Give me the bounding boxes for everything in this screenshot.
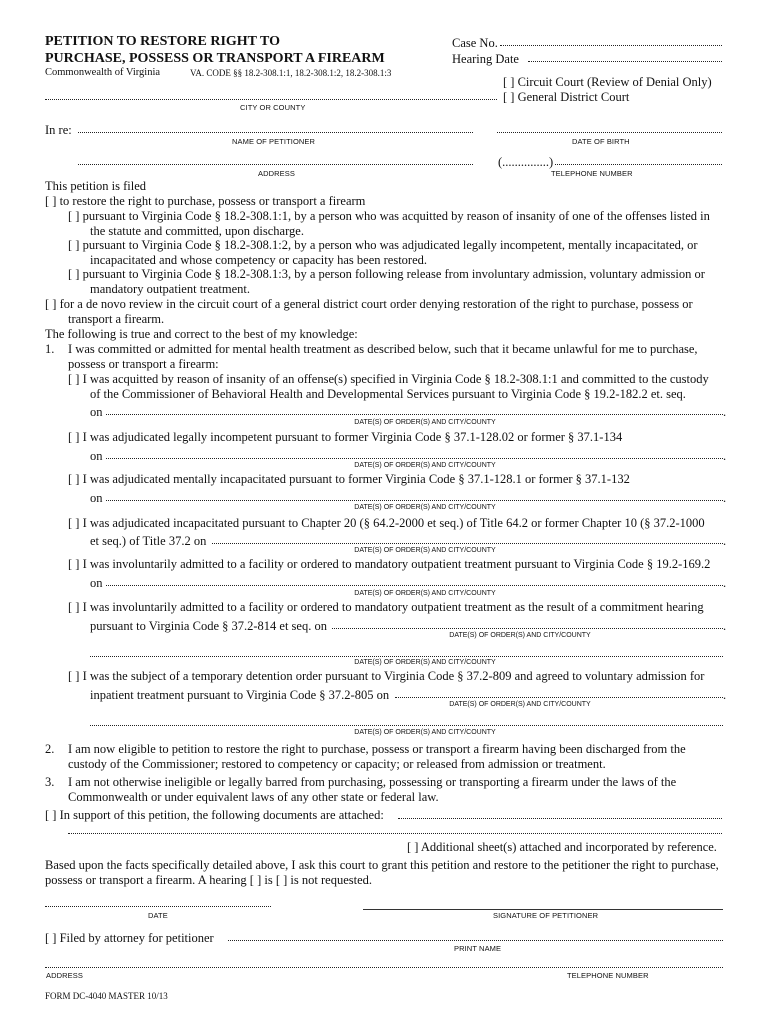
de-novo-review-text: transport a firearm. <box>68 312 165 326</box>
period: . <box>723 405 727 419</box>
petitioner-address-field[interactable] <box>78 164 473 165</box>
supporting-documents-field[interactable] <box>398 818 722 819</box>
phone-area-code[interactable]: (...............) <box>498 155 554 169</box>
case-no-label: Case No. <box>452 36 498 50</box>
acquitted-insanity-checkbox[interactable]: [ ] I was acquitted by reason of insanity of an offense(s) specified in Virginia Code § 18.2-308.1:1 and committed to the custody <box>68 372 709 386</box>
on-label: on <box>90 491 103 505</box>
address-caption: ADDRESS <box>46 971 83 980</box>
detention-date-field-2[interactable] <box>90 725 723 726</box>
case-no-field[interactable] <box>500 45 722 46</box>
on-label: on <box>90 576 103 590</box>
form-title-line1: PETITION TO RESTORE RIGHT TO <box>45 34 280 49</box>
adjudicated-date-field[interactable] <box>212 543 723 544</box>
general-district-court-checkbox[interactable]: [ ] General District Court <box>503 90 630 104</box>
name-of-petitioner-caption: NAME OF PETITIONER <box>232 137 316 146</box>
date-of-birth-caption: DATE OF BIRTH <box>572 137 630 146</box>
acquitted-date-field[interactable] <box>106 414 723 415</box>
in-re-label: In re: <box>45 123 72 137</box>
attorney-address-field[interactable] <box>45 967 723 968</box>
temporary-detention-text: inpatient treatment pursuant to Virginia Code § 37.2-805 on <box>90 688 390 702</box>
code-308-1-2-text: incapacitated and whose competency or capacity has been restored. <box>90 253 427 267</box>
detention-date-field[interactable] <box>395 697 723 698</box>
item-2-text: I am now eligible to petition to restore the right to purchase, possess or transport a firearm having been discharged from the <box>68 742 686 756</box>
signature-caption: SIGNATURE OF PETITIONER <box>493 911 599 920</box>
item-3-text: I am not otherwise ineligible or legally barred from purchasing, possessing or transporting a firearm under the laws of the <box>68 775 677 789</box>
item-1-text: I was committed or admitted for mental health treatment as described below, such that it became unlawful for me to purchase, <box>68 342 698 356</box>
telephone-caption: TELEPHONE NUMBER <box>551 169 633 178</box>
date-of-orders-caption: DATE(S) OF ORDER(S) AND CITY/COUNTY <box>354 504 496 511</box>
item-1-number: 1. <box>45 342 55 356</box>
date-of-orders-caption: DATE(S) OF ORDER(S) AND CITY/COUNTY <box>354 590 496 597</box>
de-novo-review-checkbox[interactable]: [ ] for a de novo review in the circuit court of a general district court order denying restoration of the right to purchase, possess or <box>45 297 693 311</box>
date-signature-field[interactable] <box>45 906 271 907</box>
city-or-county-caption: CITY OR COUNTY <box>240 103 306 112</box>
commitment-hearing-text: pursuant to Virginia Code § 37.2-814 et seq. on <box>90 619 327 633</box>
period: . <box>723 576 727 590</box>
date-of-orders-caption: DATE(S) OF ORDER(S) AND CITY/COUNTY <box>449 701 591 708</box>
legally-incompetent-checkbox[interactable]: [ ] I was adjudicated legally incompetent pursuant to former Virginia Code § 37.1-128.02 or former § 37.1-134 <box>68 430 623 444</box>
print-name-caption: PRINT NAME <box>454 944 502 953</box>
hearing-request-text[interactable]: possess or transport a firearm. A hearing [ ] is [ ] is not requested. <box>45 873 373 887</box>
date-of-orders-caption: DATE(S) OF ORDER(S) AND CITY/COUNTY <box>354 547 496 554</box>
hearing-date-label: Hearing Date <box>452 52 519 66</box>
attorney-checkbox[interactable]: [ ] Filed by attorney for petitioner <box>45 931 214 945</box>
hearing-date-field[interactable] <box>528 61 722 62</box>
date-of-orders-caption: DATE(S) OF ORDER(S) AND CITY/COUNTY <box>354 419 496 426</box>
commitment-date-field[interactable] <box>332 628 723 629</box>
petitioner-name-field[interactable] <box>78 132 473 133</box>
period: . <box>723 449 727 463</box>
date-of-orders-caption: DATE(S) OF ORDER(S) AND CITY/COUNTY <box>354 462 496 469</box>
commonwealth-label: Commonwealth of Virginia <box>45 67 161 78</box>
period: . <box>723 491 727 505</box>
item-2-text-cont: custody of the Commissioner; restored to competency or capacity; or released from admission or treatment. <box>68 757 606 771</box>
adjudicated-incapacitated-checkbox[interactable]: [ ] I was adjudicated incapacitated pursuant to Chapter 20 (§ 64.2-2000 et seq.) of Title 64.2 or former Chapter 10 (§ 37.2-1000 <box>68 516 705 530</box>
on-label: on <box>90 449 103 463</box>
filed-intro: This petition is filed <box>45 179 147 193</box>
commitment-date-field-2[interactable] <box>90 656 723 657</box>
supporting-documents-checkbox[interactable]: [ ] In support of this petition, the following documents are attached: <box>45 808 384 822</box>
code-308-1-2-checkbox[interactable]: [ ] pursuant to Virginia Code § 18.2-308.1:2, by a person who was adjudicated legally incompetent, mentally incapacitated, or <box>68 238 698 252</box>
date-caption: DATE <box>148 911 168 920</box>
va-code-reference: VA. CODE §§ 18.2-308.1:1, 18.2-308.1:2, 18.2-308.1:3 <box>190 68 392 78</box>
signature-line[interactable] <box>363 909 723 910</box>
item-2-number: 2. <box>45 742 55 756</box>
temporary-detention-checkbox[interactable]: [ ] I was the subject of a temporary detention order pursuant to Virginia Code § 37.2-809 and agreed to voluntary admission for <box>68 669 705 683</box>
date-of-orders-caption: DATE(S) OF ORDER(S) AND CITY/COUNTY <box>354 659 496 666</box>
date-of-birth-field[interactable] <box>497 132 722 133</box>
period: . <box>723 619 727 633</box>
incompetent-date-field[interactable] <box>106 458 723 459</box>
on-label: on <box>90 405 103 419</box>
commitment-hearing-checkbox[interactable]: [ ] I was involuntarily admitted to a facility or ordered to mandatory outpatient treatment as the result of a commitment hearing <box>68 600 704 614</box>
additional-sheets-checkbox[interactable]: [ ] Additional sheet(s) attached and incorporated by reference. <box>407 840 717 854</box>
knowledge-intro: The following is true and correct to the best of my knowledge: <box>45 327 358 341</box>
print-name-field[interactable] <box>228 940 723 941</box>
code-308-1-3-text: mandatory outpatient treatment. <box>90 282 251 296</box>
item-3-number: 3. <box>45 775 55 789</box>
address-caption: ADDRESS <box>258 169 295 178</box>
incapacitated-date-field[interactable] <box>106 500 723 501</box>
code-308-1-3-checkbox[interactable]: [ ] pursuant to Virginia Code § 18.2-308.1:3, by a person following release from involuntary admission, voluntary admission or <box>68 267 705 281</box>
code-308-1-1-text: the statute and committed, upon discharge. <box>90 224 304 238</box>
form-title-line2: PURCHASE, POSSESS OR TRANSPORT A FIREARM <box>45 51 385 66</box>
closing-request-text: Based upon the facts specifically detailed above, I ask this court to grant this petition and restore to the petitioner the right to purchase, <box>45 858 719 872</box>
supporting-documents-field-2[interactable] <box>68 833 722 834</box>
circuit-court-checkbox[interactable]: [ ] Circuit Court (Review of Denial Only) <box>503 75 712 89</box>
telephone-caption: TELEPHONE NUMBER <box>567 971 649 980</box>
code-308-1-1-checkbox[interactable]: [ ] pursuant to Virginia Code § 18.2-308.1:1, by a person who was acquitted by reason of insanity of one of the offenses listed in <box>68 209 710 223</box>
telephone-field[interactable] <box>555 164 722 165</box>
date-of-orders-caption: DATE(S) OF ORDER(S) AND CITY/COUNTY <box>449 632 591 639</box>
involuntary-19-2-date-field[interactable] <box>106 585 723 586</box>
form-identifier: FORM DC-4040 MASTER 10/13 <box>45 991 168 1001</box>
period: . <box>723 688 727 702</box>
adjudicated-incapacitated-text: et seq.) of Title 37.2 on <box>90 534 207 548</box>
city-or-county-field[interactable] <box>45 99 497 100</box>
date-of-orders-caption: DATE(S) OF ORDER(S) AND CITY/COUNTY <box>354 729 496 736</box>
restore-right-checkbox[interactable]: [ ] to restore the right to purchase, possess or transport a firearm <box>45 194 366 208</box>
item-1-text-cont: possess or transport a firearm: <box>68 357 219 371</box>
involuntary-admission-19-2-checkbox[interactable]: [ ] I was involuntarily admitted to a facility or ordered to mandatory outpatient treatment pursuant to Virginia Code § 19.2-169.2 <box>68 557 711 571</box>
mentally-incapacitated-checkbox[interactable]: [ ] I was adjudicated mentally incapacitated pursuant to former Virginia Code § 37.1-128.1 or former § 37.1-132 <box>68 472 630 486</box>
period: . <box>723 534 727 548</box>
acquitted-insanity-text: of the Commissioner of Behavioral Health and Developmental Services pursuant to Virginia Code § 19.2-182.2 et. seq. <box>90 387 686 401</box>
item-3-text-cont: Commonwealth or under equivalent laws of any other state or federal law. <box>68 790 439 804</box>
